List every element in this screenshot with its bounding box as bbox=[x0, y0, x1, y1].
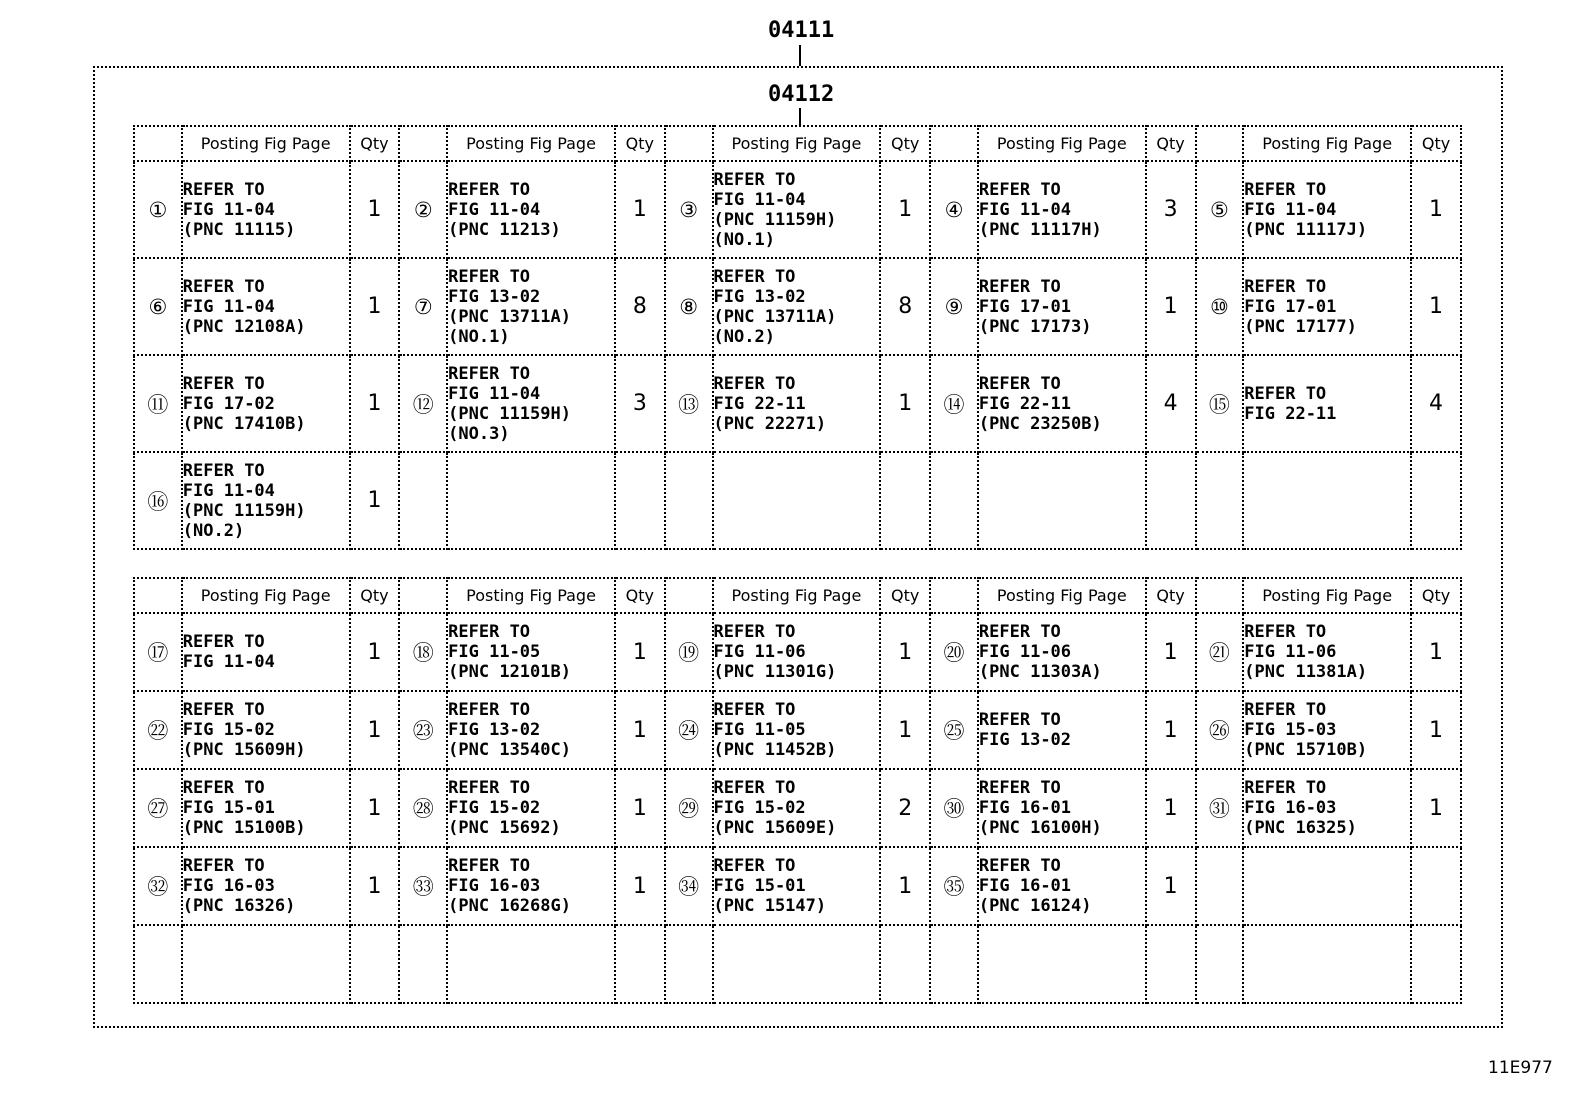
header-number-cell bbox=[930, 126, 978, 161]
part-quantity: 1 bbox=[880, 613, 930, 691]
part-quantity: 1 bbox=[1146, 258, 1196, 355]
header-number-cell bbox=[399, 578, 447, 613]
posting-fig-reference: REFER TO FIG 15-02 (PNC 15692) bbox=[447, 769, 615, 847]
header-posting-fig-page: Posting Fig Page bbox=[1243, 126, 1411, 161]
posting-fig-reference: REFER TO FIG 11-04 (PNC 11159H) (NO.2) bbox=[182, 452, 350, 549]
part-quantity: 1 bbox=[615, 161, 665, 258]
posting-fig-reference: REFER TO FIG 22-11 (PNC 22271) bbox=[713, 355, 881, 452]
posting-fig-reference bbox=[182, 925, 350, 1003]
header-number-cell bbox=[665, 126, 713, 161]
part-number-callout: ㉓ bbox=[399, 691, 447, 769]
header-qty: Qty bbox=[880, 126, 930, 161]
posting-fig-reference: REFER TO FIG 22-11 bbox=[1243, 355, 1411, 452]
posting-fig-reference: REFER TO FIG 11-06 (PNC 11381A) bbox=[1243, 613, 1411, 691]
part-number-callout: ㉜ bbox=[134, 847, 182, 925]
part-number-callout: ⑤ bbox=[1196, 161, 1244, 258]
part-number-callout: ⑯ bbox=[134, 452, 182, 549]
posting-fig-reference bbox=[447, 452, 615, 549]
part-number-callout: ㉞ bbox=[665, 847, 713, 925]
header-qty: Qty bbox=[880, 578, 930, 613]
part-number-callout: ④ bbox=[930, 161, 978, 258]
header-number-cell bbox=[134, 578, 182, 613]
header-posting-fig-page: Posting Fig Page bbox=[182, 578, 350, 613]
header-number-cell bbox=[399, 126, 447, 161]
part-quantity: 1 bbox=[350, 691, 400, 769]
header-qty: Qty bbox=[1411, 578, 1461, 613]
part-number-callout: ③ bbox=[665, 161, 713, 258]
header-qty: Qty bbox=[1146, 578, 1196, 613]
posting-fig-reference: REFER TO FIG 22-11 (PNC 23250B) bbox=[978, 355, 1146, 452]
part-quantity: 1 bbox=[350, 452, 400, 549]
posting-fig-reference: REFER TO FIG 11-04 (PNC 12108A) bbox=[182, 258, 350, 355]
part-number-callout: ⑨ bbox=[930, 258, 978, 355]
part-number-callout: ㉙ bbox=[665, 769, 713, 847]
header-posting-fig-page: Posting Fig Page bbox=[978, 126, 1146, 161]
table-row bbox=[134, 613, 1461, 691]
header-posting-fig-page: Posting Fig Page bbox=[447, 578, 615, 613]
part-quantity: 1 bbox=[880, 691, 930, 769]
table-row bbox=[134, 161, 1461, 258]
part-number-callout bbox=[399, 452, 447, 549]
part-number-callout bbox=[134, 925, 182, 1003]
part-number-callout: ⑪ bbox=[134, 355, 182, 452]
table-row bbox=[134, 691, 1461, 769]
table-row bbox=[134, 769, 1461, 847]
header-number-cell bbox=[665, 578, 713, 613]
posting-fig-reference: REFER TO FIG 16-03 (PNC 16325) bbox=[1243, 769, 1411, 847]
part-quantity: 1 bbox=[615, 847, 665, 925]
part-quantity bbox=[1411, 452, 1461, 549]
part-quantity: 1 bbox=[350, 258, 400, 355]
part-number-callout bbox=[1196, 847, 1244, 925]
part-quantity bbox=[350, 925, 400, 1003]
part-quantity: 1 bbox=[1411, 613, 1461, 691]
part-number-callout: ⑭ bbox=[930, 355, 978, 452]
part-quantity: 3 bbox=[615, 355, 665, 452]
header-qty: Qty bbox=[615, 578, 665, 613]
part-quantity: 1 bbox=[350, 613, 400, 691]
part-quantity bbox=[880, 925, 930, 1003]
part-quantity: 2 bbox=[880, 769, 930, 847]
part-number-callout: ㉗ bbox=[134, 769, 182, 847]
header-number-cell bbox=[930, 578, 978, 613]
posting-fig-reference: REFER TO FIG 11-04 (PNC 11115) bbox=[182, 161, 350, 258]
part-quantity bbox=[1146, 925, 1196, 1003]
part-quantity: 1 bbox=[615, 691, 665, 769]
header-posting-fig-page: Posting Fig Page bbox=[182, 126, 350, 161]
posting-fig-reference: REFER TO FIG 11-04 (PNC 11117H) bbox=[978, 161, 1146, 258]
part-number-callout: ⑲ bbox=[665, 613, 713, 691]
parts-reference-table-2 bbox=[133, 577, 1462, 1004]
part-number-callout: ㉔ bbox=[665, 691, 713, 769]
posting-fig-reference: REFER TO FIG 17-01 (PNC 17173) bbox=[978, 258, 1146, 355]
part-number-callout: ⑦ bbox=[399, 258, 447, 355]
part-number-callout bbox=[930, 925, 978, 1003]
part-number-callout bbox=[930, 452, 978, 549]
part-quantity: 1 bbox=[1146, 691, 1196, 769]
part-quantity: 1 bbox=[880, 161, 930, 258]
posting-fig-reference: REFER TO FIG 16-03 (PNC 16268G) bbox=[447, 847, 615, 925]
posting-fig-reference bbox=[978, 452, 1146, 549]
posting-fig-reference: REFER TO FIG 16-03 (PNC 16326) bbox=[182, 847, 350, 925]
part-quantity: 1 bbox=[1411, 161, 1461, 258]
parts-reference-table-1 bbox=[133, 125, 1462, 550]
table-header-row bbox=[134, 126, 1461, 161]
header-posting-fig-page: Posting Fig Page bbox=[713, 578, 881, 613]
posting-fig-reference: REFER TO FIG 15-01 (PNC 15147) bbox=[713, 847, 881, 925]
part-quantity: 1 bbox=[1411, 769, 1461, 847]
part-number-callout: ㉑ bbox=[1196, 613, 1244, 691]
part-quantity bbox=[615, 925, 665, 1003]
posting-fig-reference bbox=[713, 925, 881, 1003]
part-number-callout: ㉕ bbox=[930, 691, 978, 769]
header-qty: Qty bbox=[350, 126, 400, 161]
part-number-callout: ⑩ bbox=[1196, 258, 1244, 355]
part-number-callout: ㉝ bbox=[399, 847, 447, 925]
posting-fig-reference: REFER TO FIG 15-01 (PNC 15100B) bbox=[182, 769, 350, 847]
part-number-callout bbox=[399, 925, 447, 1003]
header-posting-fig-page: Posting Fig Page bbox=[447, 126, 615, 161]
table-row bbox=[134, 258, 1461, 355]
part-quantity: 1 bbox=[350, 769, 400, 847]
part-number-callout: ⑬ bbox=[665, 355, 713, 452]
posting-fig-reference: REFER TO FIG 11-04 (PNC 11159H) (NO.3) bbox=[447, 355, 615, 452]
assembly-number-label: 04111 bbox=[768, 18, 835, 43]
table-row bbox=[134, 847, 1461, 925]
part-quantity: 1 bbox=[1146, 613, 1196, 691]
posting-fig-reference: REFER TO FIG 11-06 (PNC 11303A) bbox=[978, 613, 1146, 691]
posting-fig-reference: REFER TO FIG 11-05 (PNC 11452B) bbox=[713, 691, 881, 769]
part-number-callout bbox=[1196, 925, 1244, 1003]
part-number-callout bbox=[1196, 452, 1244, 549]
posting-fig-reference: REFER TO FIG 13-02 (PNC 13711A) (NO.2) bbox=[713, 258, 881, 355]
posting-fig-reference bbox=[1243, 452, 1411, 549]
header-qty: Qty bbox=[1411, 126, 1461, 161]
posting-fig-reference: REFER TO FIG 11-05 (PNC 12101B) bbox=[447, 613, 615, 691]
posting-fig-reference: REFER TO FIG 11-04 (PNC 11159H) (NO.1) bbox=[713, 161, 881, 258]
posting-fig-reference bbox=[447, 925, 615, 1003]
posting-fig-reference: REFER TO FIG 17-02 (PNC 17410B) bbox=[182, 355, 350, 452]
part-quantity: 1 bbox=[350, 355, 400, 452]
part-quantity: 8 bbox=[615, 258, 665, 355]
header-number-cell bbox=[1196, 126, 1244, 161]
header-posting-fig-page: Posting Fig Page bbox=[713, 126, 881, 161]
part-number-callout: ㉘ bbox=[399, 769, 447, 847]
part-number-callout: ⑳ bbox=[930, 613, 978, 691]
part-quantity: 1 bbox=[350, 161, 400, 258]
part-quantity: 1 bbox=[880, 355, 930, 452]
part-number-callout bbox=[665, 925, 713, 1003]
part-quantity: 3 bbox=[1146, 161, 1196, 258]
posting-fig-reference: REFER TO FIG 16-01 (PNC 16124) bbox=[978, 847, 1146, 925]
part-number-callout: ⑮ bbox=[1196, 355, 1244, 452]
header-qty: Qty bbox=[615, 126, 665, 161]
part-quantity: 1 bbox=[1411, 258, 1461, 355]
table-row bbox=[134, 925, 1461, 1003]
part-number-callout: ㉚ bbox=[930, 769, 978, 847]
posting-fig-reference: REFER TO FIG 15-03 (PNC 15710B) bbox=[1243, 691, 1411, 769]
part-number-callout: ② bbox=[399, 161, 447, 258]
posting-fig-reference: REFER TO FIG 16-01 (PNC 16100H) bbox=[978, 769, 1146, 847]
posting-fig-reference: REFER TO FIG 13-02 (PNC 13540C) bbox=[447, 691, 615, 769]
header-posting-fig-page: Posting Fig Page bbox=[1243, 578, 1411, 613]
part-number-callout: ⑥ bbox=[134, 258, 182, 355]
header-number-cell bbox=[1196, 578, 1244, 613]
part-number-callout: ⑰ bbox=[134, 613, 182, 691]
assembly-leader-line bbox=[799, 45, 801, 66]
header-qty: Qty bbox=[1146, 126, 1196, 161]
table-header-row bbox=[134, 578, 1461, 613]
part-quantity: 1 bbox=[880, 847, 930, 925]
posting-fig-reference: REFER TO FIG 13-02 (PNC 13711A) (NO.1) bbox=[447, 258, 615, 355]
part-quantity: 1 bbox=[615, 769, 665, 847]
posting-fig-reference bbox=[1243, 847, 1411, 925]
posting-fig-reference: REFER TO FIG 11-04 (PNC 11117J) bbox=[1243, 161, 1411, 258]
table-row bbox=[134, 355, 1461, 452]
table-row bbox=[134, 452, 1461, 549]
header-qty: Qty bbox=[350, 578, 400, 613]
part-quantity: 8 bbox=[880, 258, 930, 355]
part-quantity: 4 bbox=[1411, 355, 1461, 452]
part-number-callout: ⑱ bbox=[399, 613, 447, 691]
posting-fig-reference: REFER TO FIG 11-04 (PNC 11213) bbox=[447, 161, 615, 258]
part-number-callout: ⑧ bbox=[665, 258, 713, 355]
part-number-callout: ㉖ bbox=[1196, 691, 1244, 769]
posting-fig-reference bbox=[713, 452, 881, 549]
part-quantity bbox=[615, 452, 665, 549]
header-posting-fig-page: Posting Fig Page bbox=[978, 578, 1146, 613]
part-quantity: 1 bbox=[1146, 769, 1196, 847]
part-quantity: 1 bbox=[1411, 691, 1461, 769]
part-quantity: 1 bbox=[1146, 847, 1196, 925]
part-quantity bbox=[880, 452, 930, 549]
part-number-callout: ㉛ bbox=[1196, 769, 1244, 847]
diagram-code: 11E977 bbox=[1488, 1058, 1553, 1078]
part-quantity bbox=[1411, 925, 1461, 1003]
part-quantity: 1 bbox=[615, 613, 665, 691]
part-number-callout: ㉒ bbox=[134, 691, 182, 769]
part-number-callout: ⑫ bbox=[399, 355, 447, 452]
part-quantity: 4 bbox=[1146, 355, 1196, 452]
part-quantity bbox=[1146, 452, 1196, 549]
part-number-callout: ① bbox=[134, 161, 182, 258]
subassembly-leader-line bbox=[799, 108, 801, 125]
posting-fig-reference: REFER TO FIG 11-06 (PNC 11301G) bbox=[713, 613, 881, 691]
posting-fig-reference: REFER TO FIG 15-02 (PNC 15609H) bbox=[182, 691, 350, 769]
header-number-cell bbox=[134, 126, 182, 161]
part-quantity bbox=[1411, 847, 1461, 925]
posting-fig-reference bbox=[978, 925, 1146, 1003]
posting-fig-reference: REFER TO FIG 11-04 bbox=[182, 613, 350, 691]
part-quantity: 1 bbox=[350, 847, 400, 925]
posting-fig-reference: REFER TO FIG 13-02 bbox=[978, 691, 1146, 769]
subassembly-number-label: 04112 bbox=[768, 82, 835, 107]
part-number-callout bbox=[665, 452, 713, 549]
posting-fig-reference bbox=[1243, 925, 1411, 1003]
part-number-callout: ㉟ bbox=[930, 847, 978, 925]
posting-fig-reference: REFER TO FIG 15-02 (PNC 15609E) bbox=[713, 769, 881, 847]
posting-fig-reference: REFER TO FIG 17-01 (PNC 17177) bbox=[1243, 258, 1411, 355]
